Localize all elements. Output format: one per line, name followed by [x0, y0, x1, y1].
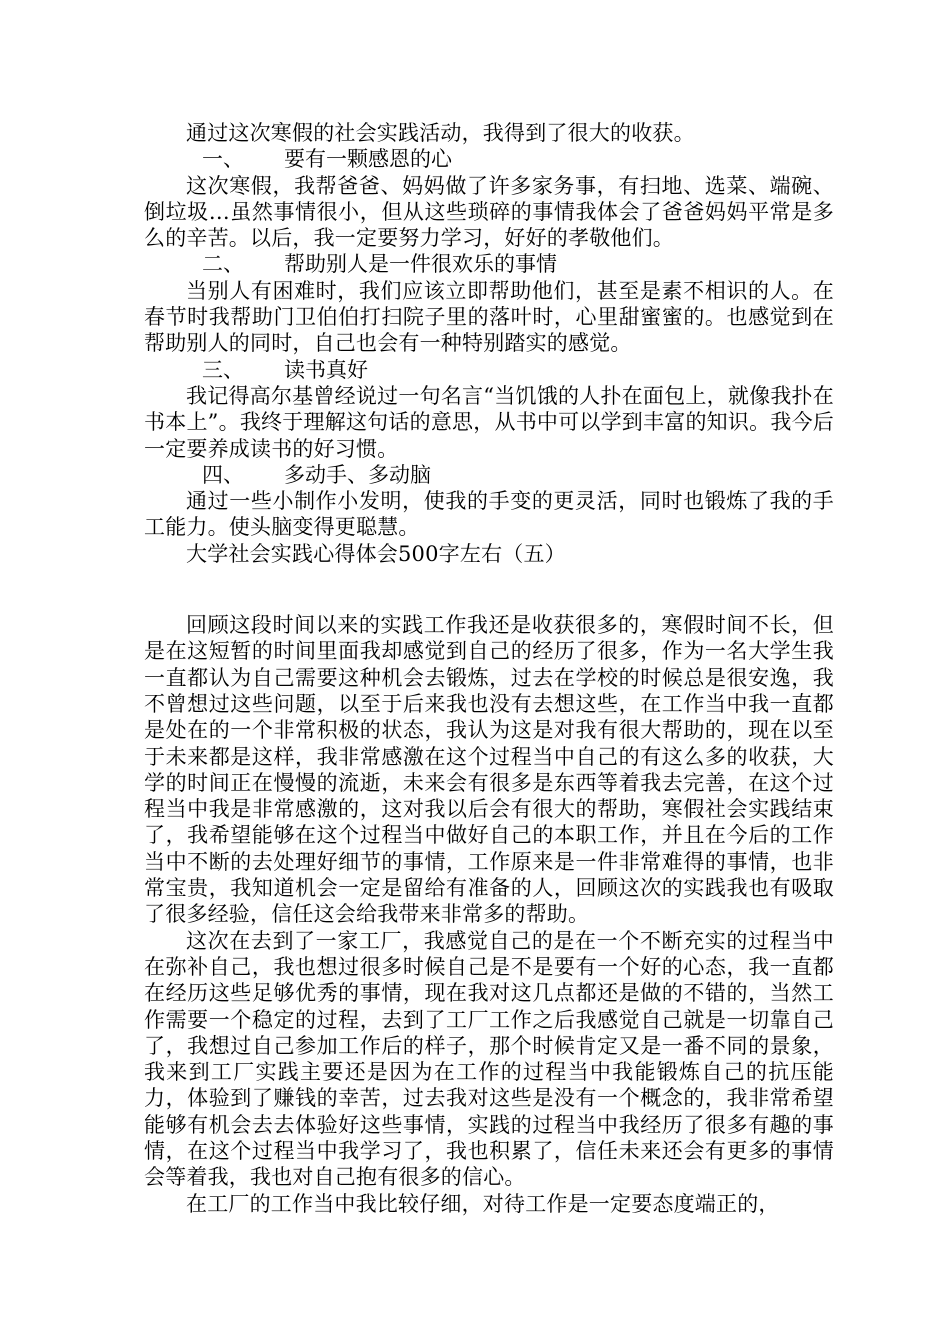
heading-number: 二、: [202, 252, 244, 277]
heading-text: 帮助别人是一件很欢乐的事情: [284, 252, 557, 277]
blank-line: [144, 567, 834, 612]
document-body: [144, 120, 834, 1217]
section-heading-2: [144, 251, 834, 277]
paragraph: 当别人有困难时，我们应该立即帮助他们，甚至是素不相识的人。在春节时我帮助门卫伯伯打扫院子里的落叶时，心里甜蜜蜜的。也感觉到在帮助别人的同时，自己也会有一种特别踏实的感觉。: [144, 278, 834, 356]
paragraph: 在工厂的工作当中我比较仔细，对待工作是一定要态度端正的，: [186, 1191, 780, 1216]
section-heading-1: [144, 146, 834, 172]
paragraph-intro: 通过这次寒假的社会实践活动，我得到了很大的收获。: [186, 121, 695, 145]
heading-number: 三、: [202, 357, 244, 382]
heading-text: 读书真好: [284, 357, 368, 382]
heading-text: 多动手、多动脑: [284, 462, 431, 487]
paragraph: 这次寒假，我帮爸爸、妈妈做了许多家务事，有扫地、选菜、端碗、倒垃圾…虽然事情很小，但从这些琐碎的事情我体会了爸爸妈妈平常是多么的辛苦。以后，我一定要努力学习，好好的孝敬他们。: [144, 173, 834, 251]
section-heading-3: [144, 357, 834, 383]
paragraph: 通过一些小制作小发明，使我的手变的更灵活，同时也锻炼了我的手工能力。使头脑变得更聪慧。: [144, 489, 834, 540]
article-title: 大学社会实践心得体会500字左右（五）: [186, 541, 566, 566]
paragraph: 这次在去到了一家工厂，我感觉自己的是在一个不断充实的过程当中在弥补自己，我也想过很多时候自己是不是要有一个好的心态，我一直都在经历这些足够优秀的事情，现在我对这几点都还是做的不错的，当然工作需要一个稳定的过程，去到了工厂工作之后我感觉自己就是一切靠自己了，我想过自己参加工作后的样子，那个时候肯定又是一番不同的景象，我来到工厂实践主要还是因为在工作的过程当中我能锻炼自己的抗压能力，体验到了赚钱的幸苦，过去我对这些是没有一个概念的，我非常希望能够有机会去去体验好这些事情，实践的过程当中我经历了很多有趣的事情，在这个过程当中我学习了，我也积累了，信任未来还会有更多的事情会等着我，我也对自己抱有很多的信心。: [144, 928, 834, 1190]
heading-number: 四、: [202, 462, 244, 487]
section-heading-4: [144, 462, 834, 488]
paragraph: 我记得高尔基曾经说过一句名言“当饥饿的人扑在面包上，就像我扑在书本上”。我终于理解这句话的意思，从书中可以学到丰富的知识。我今后一定要养成读书的好习惯。: [144, 383, 834, 461]
paragraph: 回顾这段时间以来的实践工作我还是收获很多的，寒假时间不长，但是在这短暂的时间里面我却感觉到自己的经历了很多，作为一名大学生我一直都认为自己需要这种机会去锻炼，过去在学校的时候总是很安逸，我不曾想过这些问题，以至于后来我也没有去想这些，在工作当中我一直都是处在的一个非常积极的状态，我认为这是对我有很大帮助的，现在以至于未来都是这样，我非常感激在这个过程当中自己的有这么多的收获，大学的时间正在慢慢的流逝，未来会有很多是东西等着我去完善，在这个过程当中我是非常感激的，这对我以后会有很大的帮助，寒假社会实践结束了，我希望能够在这个过程当中做好自己的本职工作，并且在今后的工作当中不断的去处理好细节的事情，工作原来是一件非常难得的事情，也非常宝贵，我知道机会一定是留给有准备的人，回顾这次的实践我也有吸取了很多经验，信任这会给我带来非常多的帮助。: [144, 613, 834, 927]
heading-text: 要有一颗感恩的心: [284, 147, 452, 172]
heading-number: 一、: [202, 147, 244, 172]
